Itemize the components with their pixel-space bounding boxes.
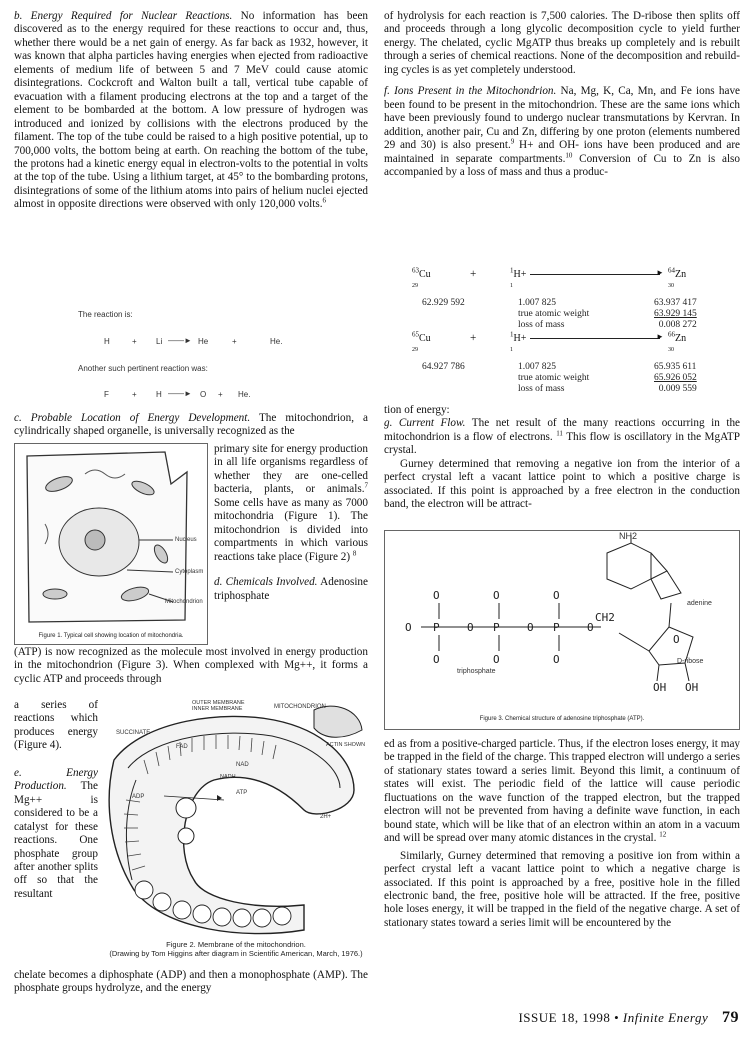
section-c-text: The mitochondrion, a cylindrically shaped organelle, is universally recognized as the [14,412,368,438]
atomic-number: 30 [668,347,674,353]
magazine-title: Infinite Energy [622,1010,709,1025]
reaction-op: + [132,337,137,346]
table-row [418,362,701,373]
figure-label: ATP [236,790,248,796]
svg-text:O: O [673,633,680,646]
section-e-heading: e. Energy Production. [14,766,98,793]
table-cell: 64.927 786 [422,362,465,372]
section-f-text: H+ and OH- ions have been produced and are maintained in separate compartments. [384,139,741,165]
section-c-wrap [214,443,368,603]
svg-text:O: O [433,653,440,666]
section-d-text: Adenosine triphosphate [214,576,368,602]
section-c-text: Some cells have as many as 7000 mitochondria (Figure 1). The mitochondrion is divided into compartments in which various reactions take place (Figure 2) [214,496,368,563]
svg-text:O: O [493,653,500,666]
section-g-text: This flow is oscillatory in the MgATP crystal. [384,430,740,457]
footnote-ref: 7 [364,481,368,490]
reaction-term: He [198,337,209,346]
table-cell [418,384,514,395]
plus-sign: + [470,268,477,280]
svg-text:O: O [587,621,594,634]
figure-label: triphosphate [457,668,496,675]
table-row [418,309,701,320]
svg-text:P: P [553,621,560,634]
page-footer [518,1011,739,1024]
section-f-text: Na, Mg, K, Ca, Mn, and Fe ions have been found to be present in the mitochondrion. These are the same ions which have been previously found to undergo nuclear transmutations by Kervran. In addition, another pair, Cu and Zn, differing by one proton (elements numbered 29 and 30) is also present. [384,85,740,152]
arrow-icon: ——► [168,389,192,398]
svg-text:O: O [527,621,534,634]
svg-text:O: O [493,589,500,602]
table-row [418,373,701,384]
arrow-icon: ——► [168,336,192,345]
table-cell: true atomic weight [518,373,590,383]
reaction-term: Li [156,337,163,346]
section-b [14,10,368,212]
table-cell: 63.929 145 [654,309,697,319]
section-d [14,646,368,686]
table-row [418,384,701,395]
paragraph: Similarly, Gurney determined that removing a positive ion from within a perfect crystal left a vacant lattice point to which a negative charge is associated. If this point is approached by a free, positive hole in the filled electronic band, the free, positive hole will be attracted. If the free, positive hole loses energy, it will be trapped in the field of the negative charge. A set of stationary states toward a series limit will be encountered by the [384,849,740,929]
figure-label: Cytoplasm [175,569,204,575]
svg-text:O: O [433,589,440,602]
figure-2-caption [104,940,368,958]
table-cell: loss of mass [518,320,565,330]
mass-number: 66 [668,330,675,339]
figure-2-caption-line: (Drawing by Tom Higgins after diagram in Scientific American, March, 1976.) [109,949,363,958]
section-e [14,767,98,902]
section-d-narrow [14,699,98,901]
svg-text:O: O [553,653,560,666]
table-cell: loss of mass [518,384,565,394]
mass-number: 1 [510,266,514,275]
section-g-text: The net result of the many reactions occurring in the mitochondrion is a flow of electrons. [384,417,740,443]
section-f [384,85,740,179]
section-d-text: a series of reactions which produces energy (Figure 4). [14,699,98,752]
reaction2-intro: Another such pertinent reaction was: [78,364,208,373]
atp-structure [385,531,739,715]
mass-number: 64 [668,266,675,275]
section-f-text: Conversion of Cu to Zn is also accompanied by a loss of mass and thus a produc- [384,152,740,178]
figure-label: Nucleus [175,537,197,543]
left-column [14,10,368,212]
reaction-intro: The reaction is: [78,310,133,319]
figure-2 [104,700,368,970]
nuclide-symbol: Zn [675,269,687,280]
section-d-text: (ATP) is now recognized as the molecule most involved in energy production in the mitochondrion (Figure 3). When complexed with Mg++, it forms a cyclic ATP and proceeds through [14,646,368,685]
section-e-text: The Mg++ is considered to be a catalyst for these reactions. One phosphate group after another splits off so that the resultant [14,780,98,900]
atomic-number: 30 [668,283,674,289]
reaction-op: + [232,337,237,346]
table-cell: 62.929 592 [422,298,465,308]
section-c-heading: c. Probable Location of Energy Development. [14,412,251,424]
isotope-table-2 [418,362,701,395]
table-cell: 1.007 825 [518,362,556,372]
section-e-text: chelate becomes a diphosphate (ADP) and then a monophosphate (AMP). The phosphate groups hydrolyze, and the energy [14,969,368,995]
footnote-ref: 6 [322,196,327,205]
figure-3-caption: Figure 3. Chemical structure of adenosine triphosphate (ATP). [479,716,645,722]
figure-label: NAD [236,762,249,768]
figure-label: MITOCHONDRION [274,704,326,710]
figure-label: Mitochondrion [165,599,203,605]
paragraph: tion of energy: [384,404,450,416]
table-cell [418,373,514,384]
arrow-icon [530,330,660,339]
figure-label: NH2 [619,531,638,541]
svg-text:O: O [467,621,474,634]
reaction-term: He. [238,390,251,399]
paragraph: Gurney determined that removing a negative ion from the interior of a perfect crystal left a vacant lattice point to which a positive charge is associated. If this point is approached by a free electron in the conduction band, the electron will be attract- [384,457,740,511]
footnote-ref: 12 [659,830,667,839]
paragraph: of hydrolysis for each reaction is 7,500 calories. The D-ribose then splits off and proceeds through a long glycolic decomposition cycle to yield further energy. The chelated, cyclic MgATP thus breaks up completely and is rebuilt through a series of chemical reactions. None of the decomposition and rebuild-ing cycles is as yet completely understood. [384,10,740,76]
figure-label: SUCCINATE [116,730,151,736]
nuclide-symbol: H+ [513,333,527,344]
figure-label: INNER MEMBRANE [192,706,243,712]
footnote-ref: 8 [352,548,357,557]
table-row [418,298,701,309]
section-g [384,404,740,512]
figure-label: NADH [220,774,236,780]
figure-3 [384,530,740,730]
svg-text:P: P [433,621,440,634]
atomic-number: 29 [412,283,418,289]
reaction-op: + [218,390,223,399]
section-d-start [214,576,368,603]
table-cell [418,320,514,331]
arrow-icon [530,266,660,275]
reaction-term: O [200,390,207,399]
figure-1-caption: Figure 1. Typical cell showing location of mitochondria. [38,633,184,639]
table-cell: 63.937 417 [654,298,697,308]
section-c-text: primary site for energy production in all life organisms regardless of whether they are one-celled bacteria, plants, or animals. [214,443,368,496]
table-cell: 65.935 611 [654,362,697,372]
figure-label: ADP [132,794,145,800]
table-cell: 1.007 825 [518,298,556,308]
section-c-intro [14,412,368,439]
figure-label: D-ribose [677,658,704,665]
figure-label: FAD [176,744,188,750]
reaction-term: F [104,390,109,399]
nuclide-symbol: Zn [675,333,687,344]
svg-text:CH2: CH2 [595,611,615,624]
paragraph: ed as from a positive-charged particle. Thus, if the electron loses energy, it may be trapped in the field of the charge. This trapped electron will undergo a series of stationary states toward a series limit. Beyond this limit, a continuum of states will exist. The periodic field of the lattice will cause periodic fluctuations on the wave function of the trapped electron, but the trapped electron will not be prevented from having a definite wave function, in each bound state, which will be like that of an electron within an atom in a vacuum and will be spread over many atomic distances in the crystal. [384,738,740,845]
nuclide-symbol: Cu [419,333,431,344]
right-lower-text [384,738,740,930]
nuclide-symbol: H+ [513,269,527,280]
arrow-head-icon: ► [656,332,664,341]
page-number: 79 [722,1009,739,1026]
figure-label: 2H+ [320,814,332,820]
footnote-ref: 11 [556,429,563,438]
section-b-text: No information has been discovered as to the energy required for these reactions to occur and, thus, whether there would be a net gain of energy. As far back as 1932, however, it was known that alpha particles having energies when ejected from radioactive elements of medium life of between 5 and 7 MeV could cause atomic disintegrations. Cockcroft and Walton built a tall, vertical tube capable of evacuation with a filament producing electrons at the top and a target of the element to be bombarded at the bottom. A low pressure of hydrogen was introduced and ionized by collisions with the electrons produced by the filament. The top of the tube could be raised to a high positive potential, up to 700,000 volts, the bottom being at earth. On reaching the bottom of the tube, the protons had a kinetic energy equal in electron-volts to the potential in volts at the top of the tube. Using a lithium target, at 45° to the bombarding protons, disintegrations of some of the lithium atoms into pairs of helium nuclei ejected almost in opposite directions were observed with only 120,000 volts. [14,10,369,211]
nuclide-symbol: Cu [419,269,431,280]
section-f-heading: f. Ions Present in the Mitochondrion. [384,85,557,98]
atomic-number: 29 [412,347,418,353]
figure-1 [14,443,208,645]
reaction-term: H [104,337,110,346]
plus-sign: + [470,332,477,344]
svg-text:O: O [553,589,560,602]
figure-label: OUTER MEMBRANE [192,700,245,706]
section-g-heading: g. Current Flow. [384,417,466,430]
table-cell: true atomic weight [518,309,590,319]
footnote-ref: 10 [565,150,573,159]
right-column [384,10,740,179]
figure-label: adenine [687,600,712,607]
section-d-heading: d. Chemicals Involved. [214,576,318,589]
svg-text:O: O [405,621,412,634]
svg-text:P: P [493,621,500,634]
mass-number: 65 [412,330,419,339]
arrow-head-icon: ► [656,268,664,277]
figure-label: ACTIN SHOWN [326,742,366,748]
table-cell: 0.008 272 [658,320,697,330]
table-cell [418,309,514,320]
table-cell: 65.926 052 [654,373,697,383]
reaction-term: He. [270,337,283,346]
section-e-end [14,969,368,996]
figure-2-caption-line: Figure 2. Membrane of the mitochondrion. [166,940,306,949]
isotope-table-1 [418,298,701,331]
atomic-number: 1 [510,283,513,289]
section-b-heading: b. Energy Required for Nuclear Reactions. [14,10,233,22]
issue-label: ISSUE 18, 1998 [518,1010,611,1025]
atomic-number: 1 [510,347,513,353]
svg-text:OH: OH [653,681,667,694]
reaction-term: H [156,390,162,399]
reaction-op: + [132,390,137,399]
svg-text:OH: OH [685,681,699,694]
footnote-ref: 9 [510,137,515,146]
table-cell: 0.009 559 [658,384,697,394]
footer-bullet: • [614,1010,620,1025]
mass-number: 1 [510,330,514,339]
mass-number: 63 [412,266,419,275]
